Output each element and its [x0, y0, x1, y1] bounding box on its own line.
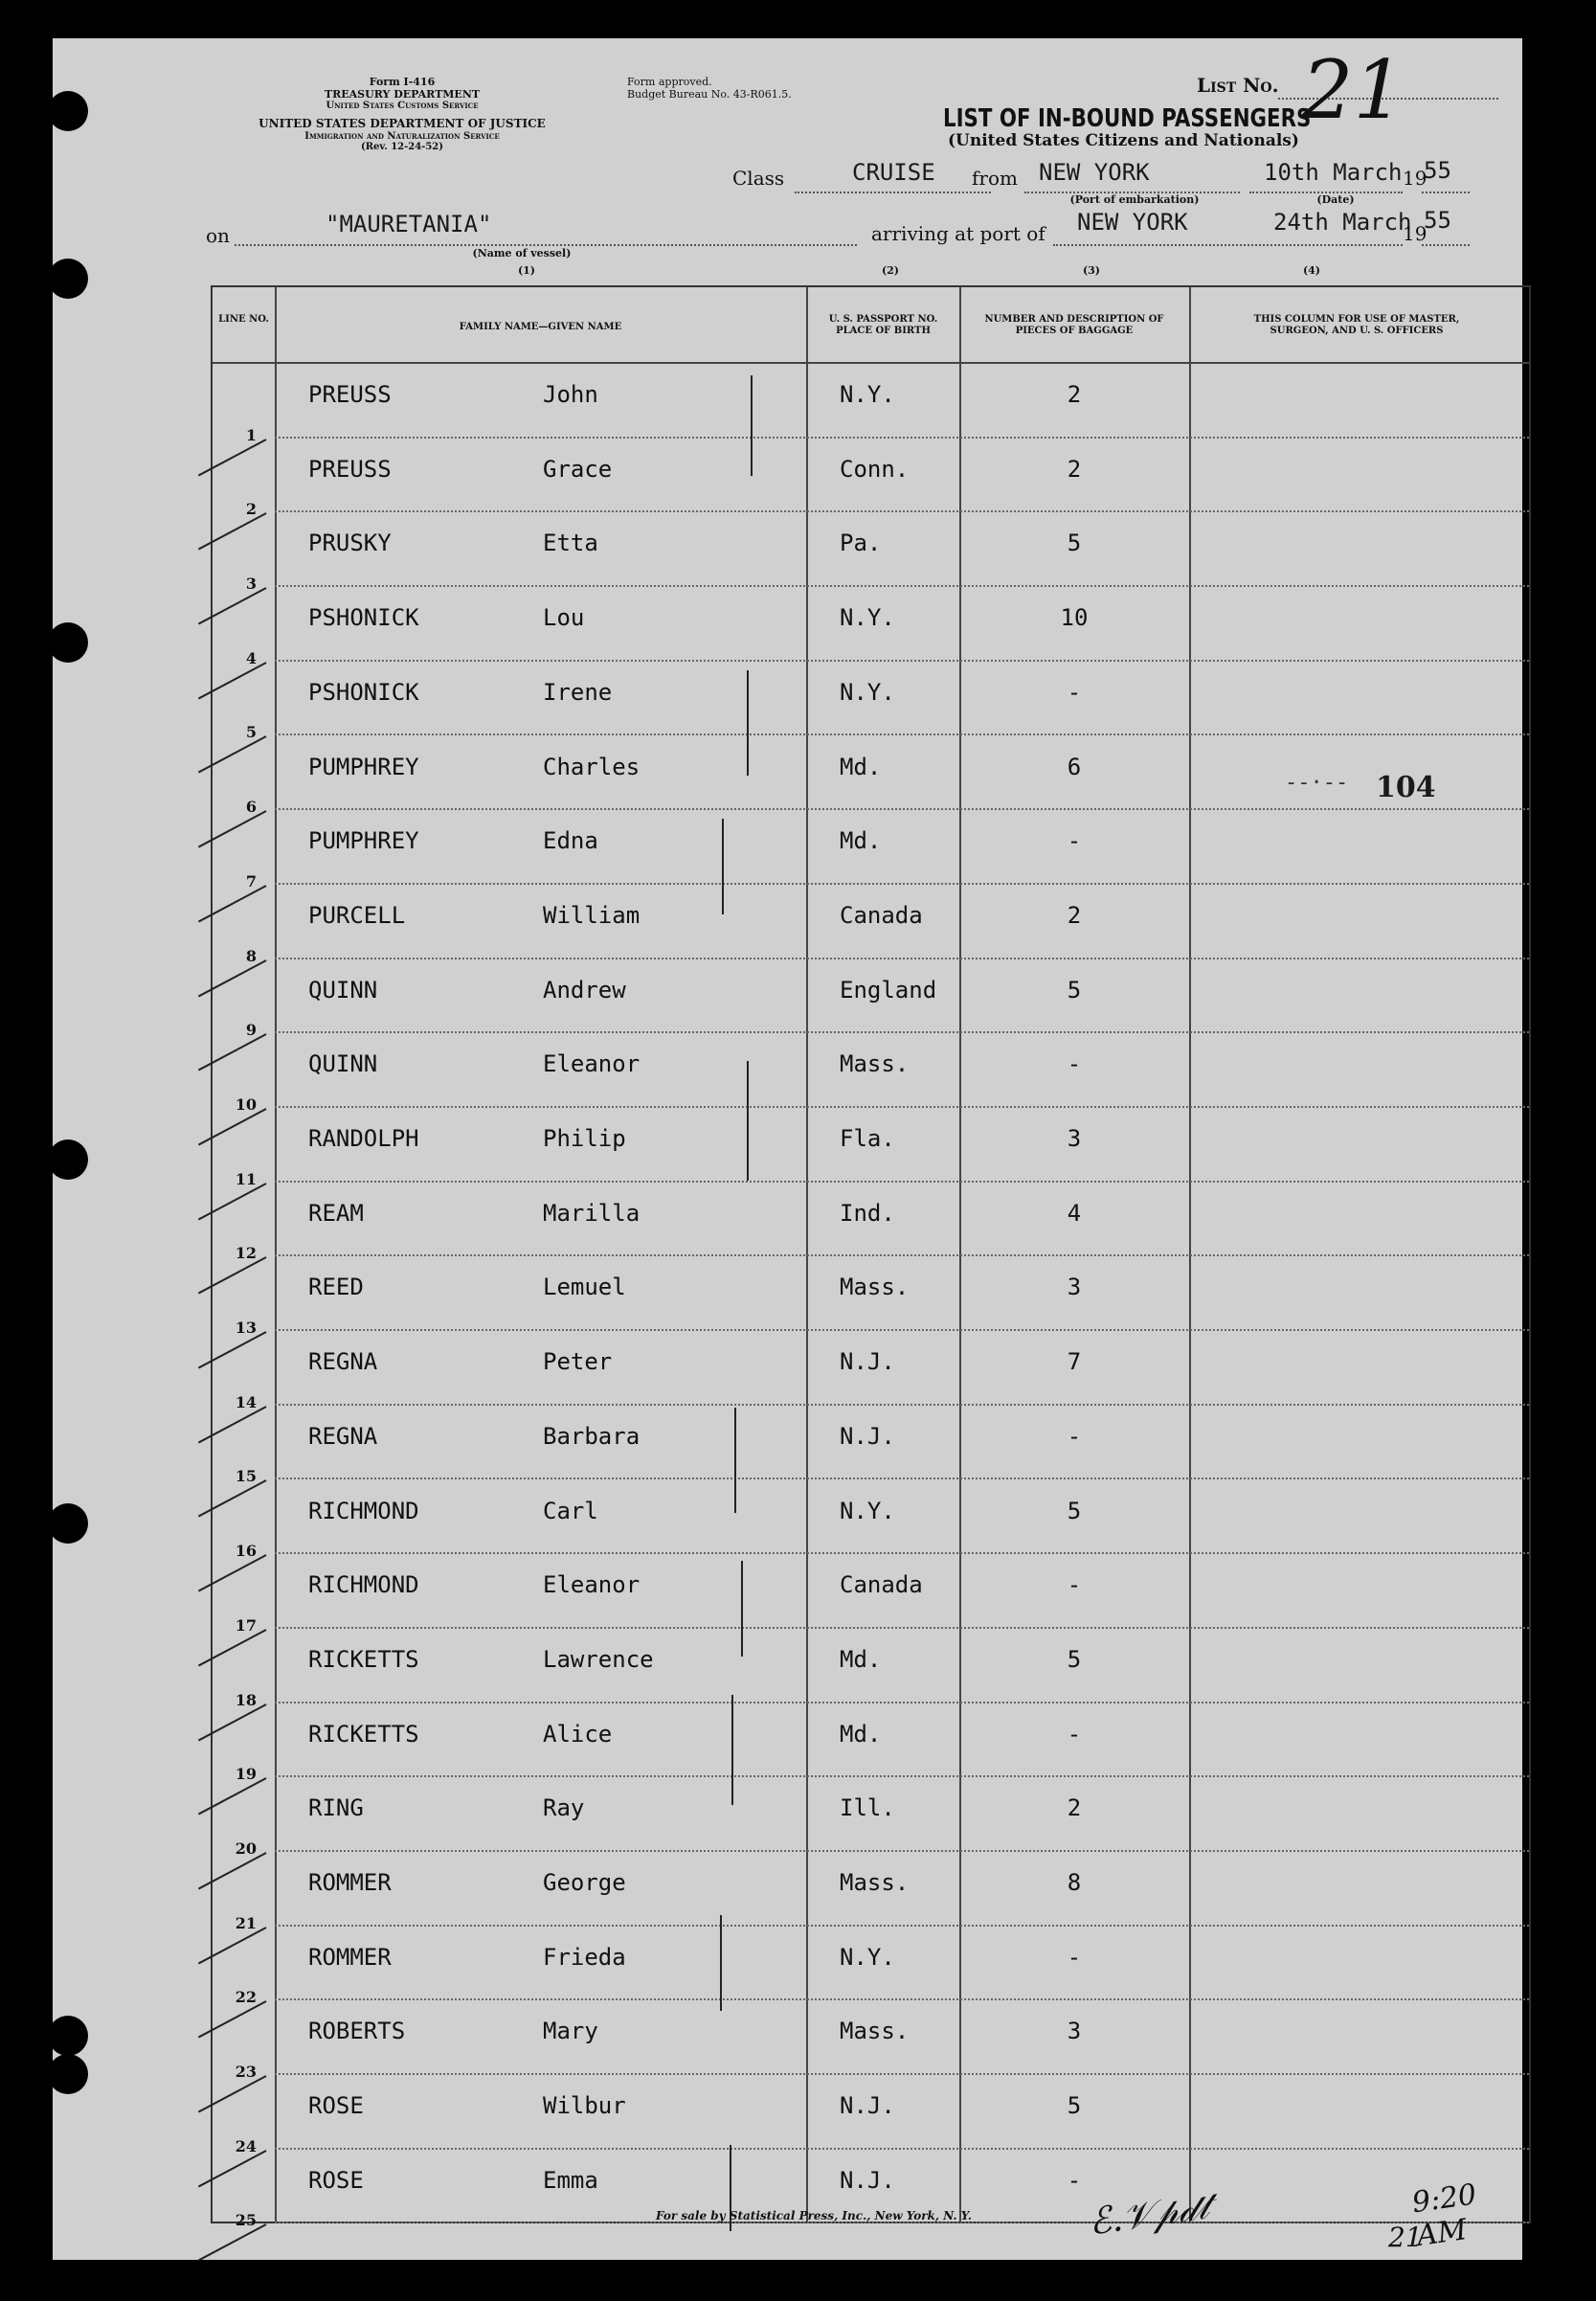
place-of-birth: N.Y.	[840, 1943, 895, 1971]
given-name: Philip	[543, 1125, 626, 1152]
baggage-count: 5	[1067, 530, 1082, 557]
line-number: 4	[245, 648, 257, 667]
binder-hole	[48, 1139, 88, 1180]
family-name: RANDOLPH	[308, 1125, 419, 1152]
baggage-count: 4	[1067, 1199, 1082, 1227]
place-of-birth: N.Y.	[840, 604, 895, 632]
family-name: PREUSS	[308, 381, 392, 408]
table-row	[213, 885, 1529, 965]
baggage-count: 10	[1060, 604, 1089, 632]
ins-service: Immigration and Naturalization Service	[304, 130, 500, 142]
class-value: CRUISE	[852, 159, 935, 186]
baggage-count: 3	[1067, 2018, 1082, 2045]
family-name: RICKETTS	[308, 1645, 419, 1673]
family-bracket	[747, 670, 749, 776]
manifest-page	[53, 38, 1522, 2260]
arrival-year: 55	[1424, 207, 1451, 234]
given-name: William	[543, 901, 641, 929]
given-name: Charles	[543, 753, 641, 780]
form-subtitle: (United States Citizens and Nationals)	[948, 131, 1299, 150]
place-of-birth: Canada	[840, 1571, 923, 1599]
line-number: 1	[245, 425, 257, 444]
signature-mark: ℰ.𝒱𝓅𝒹𝓉	[1086, 2184, 1212, 2244]
table-row	[213, 1927, 1529, 2007]
given-name: Marilla	[543, 1199, 641, 1227]
vessel-name: "MAURETANIA"	[326, 211, 492, 237]
table-row	[213, 2000, 1529, 2082]
baggage-count: 5	[1067, 1645, 1082, 1673]
family-bracket	[747, 1061, 749, 1181]
col-baggage: NUMBER AND DESCRIPTION OF PIECES OF BAGGAGE	[984, 314, 1164, 336]
vessel-caption: (Name of vessel)	[472, 247, 572, 259]
family-name: PUMPHREY	[308, 827, 419, 855]
line-number: 2	[245, 500, 257, 519]
family-name: QUINN	[308, 976, 378, 1004]
place-of-birth: Md.	[840, 827, 882, 855]
given-name: Wilbur	[543, 2092, 626, 2120]
approval-block	[627, 77, 792, 101]
line-number: 21	[235, 1913, 257, 1932]
baggage-count: -	[1067, 1571, 1082, 1599]
family-bracket	[741, 1561, 743, 1657]
baggage-count: 2	[1067, 455, 1082, 483]
place-of-birth: Md.	[840, 1645, 882, 1673]
given-name: Andrew	[543, 976, 626, 1004]
departure-year: 55	[1424, 157, 1451, 184]
family-name: PRUSKY	[308, 530, 392, 557]
officer-note: 104	[1376, 771, 1436, 804]
family-name: RICKETTS	[308, 1720, 419, 1748]
form-approved: Form approved.	[627, 76, 712, 88]
list-no-label: List No.	[1197, 74, 1279, 97]
line-number: 17	[235, 1615, 257, 1635]
line-number: 25	[235, 2211, 257, 2230]
table-row	[213, 1406, 1529, 1486]
given-name: Carl	[543, 1497, 598, 1524]
table-row	[213, 1331, 1529, 1411]
baggage-count: 7	[1067, 1348, 1082, 1376]
check-mark-icon	[198, 2224, 267, 2262]
treasury-dept: TREASURY DEPARTMENT	[324, 87, 481, 101]
given-name: Alice	[543, 1720, 613, 1748]
arrival-port: NEW YORK	[1077, 209, 1188, 236]
revision: (Rev. 12-24-52)	[361, 142, 443, 153]
table-row	[213, 959, 1529, 1040]
family-bracket	[720, 1915, 722, 2011]
baggage-count: -	[1067, 827, 1082, 855]
family-name: REGNA	[308, 1422, 378, 1450]
line-number: 24	[235, 2136, 257, 2155]
table-row	[213, 810, 1529, 891]
col-passport: U. S. PASSPORT NO. PLACE OF BIRTH	[828, 314, 938, 336]
col-officers: THIS COLUMN FOR USE OF MASTER, SURGEON, AND U. S. OFFICERS	[1253, 314, 1460, 336]
form-title: LIST OF IN-BOUND PASSENGERS	[943, 104, 1312, 133]
line-number: 12	[235, 1244, 257, 1263]
col-name: FAMILY NAME—GIVEN NAME	[459, 322, 622, 332]
place-of-birth: Fla.	[840, 1125, 895, 1152]
class-label: Class	[732, 167, 785, 190]
baggage-count: -	[1067, 1943, 1082, 1971]
baggage-count: -	[1067, 2166, 1082, 2194]
baggage-count: 2	[1067, 381, 1082, 408]
family-name: ROMMER	[308, 1869, 392, 1896]
given-name: Barbara	[543, 1422, 641, 1450]
place-of-birth: N.J.	[840, 2092, 895, 2120]
table-row	[213, 1033, 1529, 1114]
year-prefix: 19	[1403, 167, 1427, 190]
arrival-date: 24th March	[1273, 209, 1412, 236]
printer-footer: For sale by Statistical Press, Inc., New York, N. Y.	[656, 2209, 972, 2222]
table-row	[213, 587, 1529, 667]
given-name: George	[543, 1869, 626, 1896]
budget-bureau: Budget Bureau No. 43-R061.5.	[627, 87, 792, 101]
family-name: PSHONICK	[308, 604, 419, 632]
given-name: Ray	[543, 1794, 585, 1822]
family-name: PREUSS	[308, 455, 392, 483]
place-of-birth: Md.	[840, 1720, 882, 1748]
given-name: Lemuel	[543, 1274, 626, 1301]
table-row	[213, 1108, 1529, 1188]
place-of-birth: Md.	[840, 753, 882, 780]
given-name: Lou	[543, 604, 585, 632]
table-row	[213, 1777, 1529, 1858]
col-line-no: LINE NO.	[218, 314, 269, 325]
family-name: REAM	[308, 1199, 364, 1227]
family-bracket	[734, 1408, 736, 1513]
handwritten-time: 9:20 AM	[1409, 2177, 1479, 2254]
place-of-birth: England	[840, 976, 937, 1004]
year-prefix-2: 19	[1403, 222, 1427, 245]
baggage-count: 8	[1067, 1869, 1082, 1896]
baggage-count: 5	[1067, 2092, 1082, 2120]
line-number: 19	[235, 1765, 257, 1784]
place-of-birth: Mass.	[840, 1869, 910, 1896]
form-number: Form I-416	[369, 76, 436, 88]
page-number: 21	[1388, 2222, 1423, 2253]
given-name: Emma	[543, 2166, 598, 2194]
baggage-count: -	[1067, 678, 1082, 706]
family-bracket	[722, 819, 724, 914]
given-name: Etta	[543, 530, 598, 557]
family-bracket	[731, 1695, 733, 1805]
list-number: 21	[1302, 43, 1405, 137]
line-number: 22	[235, 1988, 257, 2007]
date-caption: (Date)	[1316, 193, 1355, 206]
baggage-count: 5	[1067, 1497, 1082, 1524]
place-of-birth: N.Y.	[840, 1497, 895, 1524]
family-name: ROMMER	[308, 1943, 392, 1971]
binder-hole	[48, 622, 88, 663]
binder-hole	[48, 1503, 88, 1544]
place-of-birth: Conn.	[840, 455, 910, 483]
family-name: ROSE	[308, 2166, 364, 2194]
family-name: RICHMOND	[308, 1497, 419, 1524]
family-name: RICHMOND	[308, 1571, 419, 1599]
line-number: 7	[245, 871, 257, 891]
line-number: 9	[245, 1021, 257, 1040]
given-name: Frieda	[543, 1943, 626, 1971]
given-name: Mary	[543, 2018, 598, 2045]
binder-hole	[48, 259, 88, 299]
given-name: Peter	[543, 1348, 613, 1376]
given-name: Lawrence	[543, 1645, 654, 1673]
line-number: 14	[235, 1392, 257, 1411]
given-name: Edna	[543, 827, 598, 855]
table-row	[213, 1852, 1529, 1932]
place-of-birth: Ill.	[840, 1794, 895, 1822]
binder-hole	[48, 91, 88, 131]
place-of-birth: Pa.	[840, 530, 882, 557]
line-number: 6	[245, 798, 257, 817]
binder-hole	[48, 2016, 88, 2056]
line-number: 8	[245, 946, 257, 965]
line-number: 16	[235, 1542, 257, 1561]
baggage-count: 2	[1067, 1794, 1082, 1822]
family-name: PURCELL	[308, 901, 406, 929]
table-row	[213, 512, 1529, 594]
family-name: RING	[308, 1794, 364, 1822]
line-number: 3	[245, 575, 257, 594]
table-row	[213, 662, 1529, 742]
caption-1: (1)	[517, 264, 536, 277]
baggage-count: -	[1067, 1720, 1082, 1748]
given-name: John	[543, 381, 598, 408]
baggage-count: 5	[1067, 976, 1082, 1004]
given-name: Grace	[543, 455, 613, 483]
line-number: 11	[235, 1169, 257, 1188]
family-name: ROSE	[308, 2092, 364, 2120]
place-of-birth: N.Y.	[840, 381, 895, 408]
departure-date: 10th March	[1264, 159, 1403, 186]
justice-dept: UNITED STATES DEPARTMENT OF JUSTICE	[259, 116, 546, 130]
baggage-count: 2	[1067, 901, 1082, 929]
table-row	[213, 1256, 1529, 1338]
table-row	[213, 1554, 1529, 1635]
baggage-count: 3	[1067, 1274, 1082, 1301]
on-label: on	[206, 224, 230, 247]
baggage-count: 3	[1067, 1125, 1082, 1152]
line-number: 10	[235, 1094, 257, 1114]
given-name: Eleanor	[543, 1571, 641, 1599]
given-name: Irene	[543, 678, 613, 706]
family-name: PSHONICK	[308, 678, 419, 706]
arriving-label: arriving at port of	[871, 222, 1045, 245]
place-of-birth: N.Y.	[840, 678, 895, 706]
family-name: REED	[308, 1274, 364, 1301]
given-name: Eleanor	[543, 1050, 641, 1078]
table-row	[213, 1703, 1529, 1784]
line-number: 13	[235, 1319, 257, 1338]
caption-3: (3)	[1082, 264, 1101, 277]
family-bracket	[751, 375, 753, 476]
binder-hole	[48, 2054, 88, 2094]
baggage-count: -	[1067, 1050, 1082, 1078]
place-of-birth: Mass.	[840, 1274, 910, 1301]
table-row	[213, 439, 1529, 519]
table-row	[213, 2075, 1529, 2155]
baggage-count: 6	[1067, 753, 1082, 780]
agency-block	[259, 77, 546, 153]
family-name: REGNA	[308, 1348, 378, 1376]
line-number: 15	[235, 1467, 257, 1486]
caption-4: (4)	[1302, 264, 1321, 277]
family-name: QUINN	[308, 1050, 378, 1078]
place-of-birth: Mass.	[840, 2018, 910, 2045]
from-label: from	[972, 167, 1018, 190]
place-of-birth: Mass.	[840, 1050, 910, 1078]
table-row	[213, 1480, 1529, 1561]
place-of-birth: Ind.	[840, 1199, 895, 1227]
line-number: 5	[245, 723, 257, 742]
caption-2: (2)	[881, 264, 900, 277]
embarkation-port: NEW YORK	[1039, 159, 1150, 186]
place-of-birth: Canada	[840, 901, 923, 929]
family-name: PUMPHREY	[308, 753, 419, 780]
port-caption: (Port of embarkation)	[1069, 193, 1200, 206]
baggage-count: -	[1067, 1422, 1082, 1450]
officer-mark-icon: ‐‐·‐‐	[1285, 771, 1349, 795]
passenger-table	[211, 285, 1531, 2254]
line-number: 20	[235, 1839, 257, 1858]
place-of-birth: N.J.	[840, 2166, 895, 2194]
family-name: ROBERTS	[308, 2018, 406, 2045]
place-of-birth: N.J.	[840, 1422, 895, 1450]
table-row	[213, 1183, 1529, 1263]
table-row	[213, 1629, 1529, 1709]
line-number: 18	[235, 1690, 257, 1709]
customs-service: United States Customs Service	[326, 101, 479, 112]
table-row	[213, 364, 1529, 444]
place-of-birth: N.J.	[840, 1348, 895, 1376]
line-number: 23	[235, 2063, 257, 2082]
